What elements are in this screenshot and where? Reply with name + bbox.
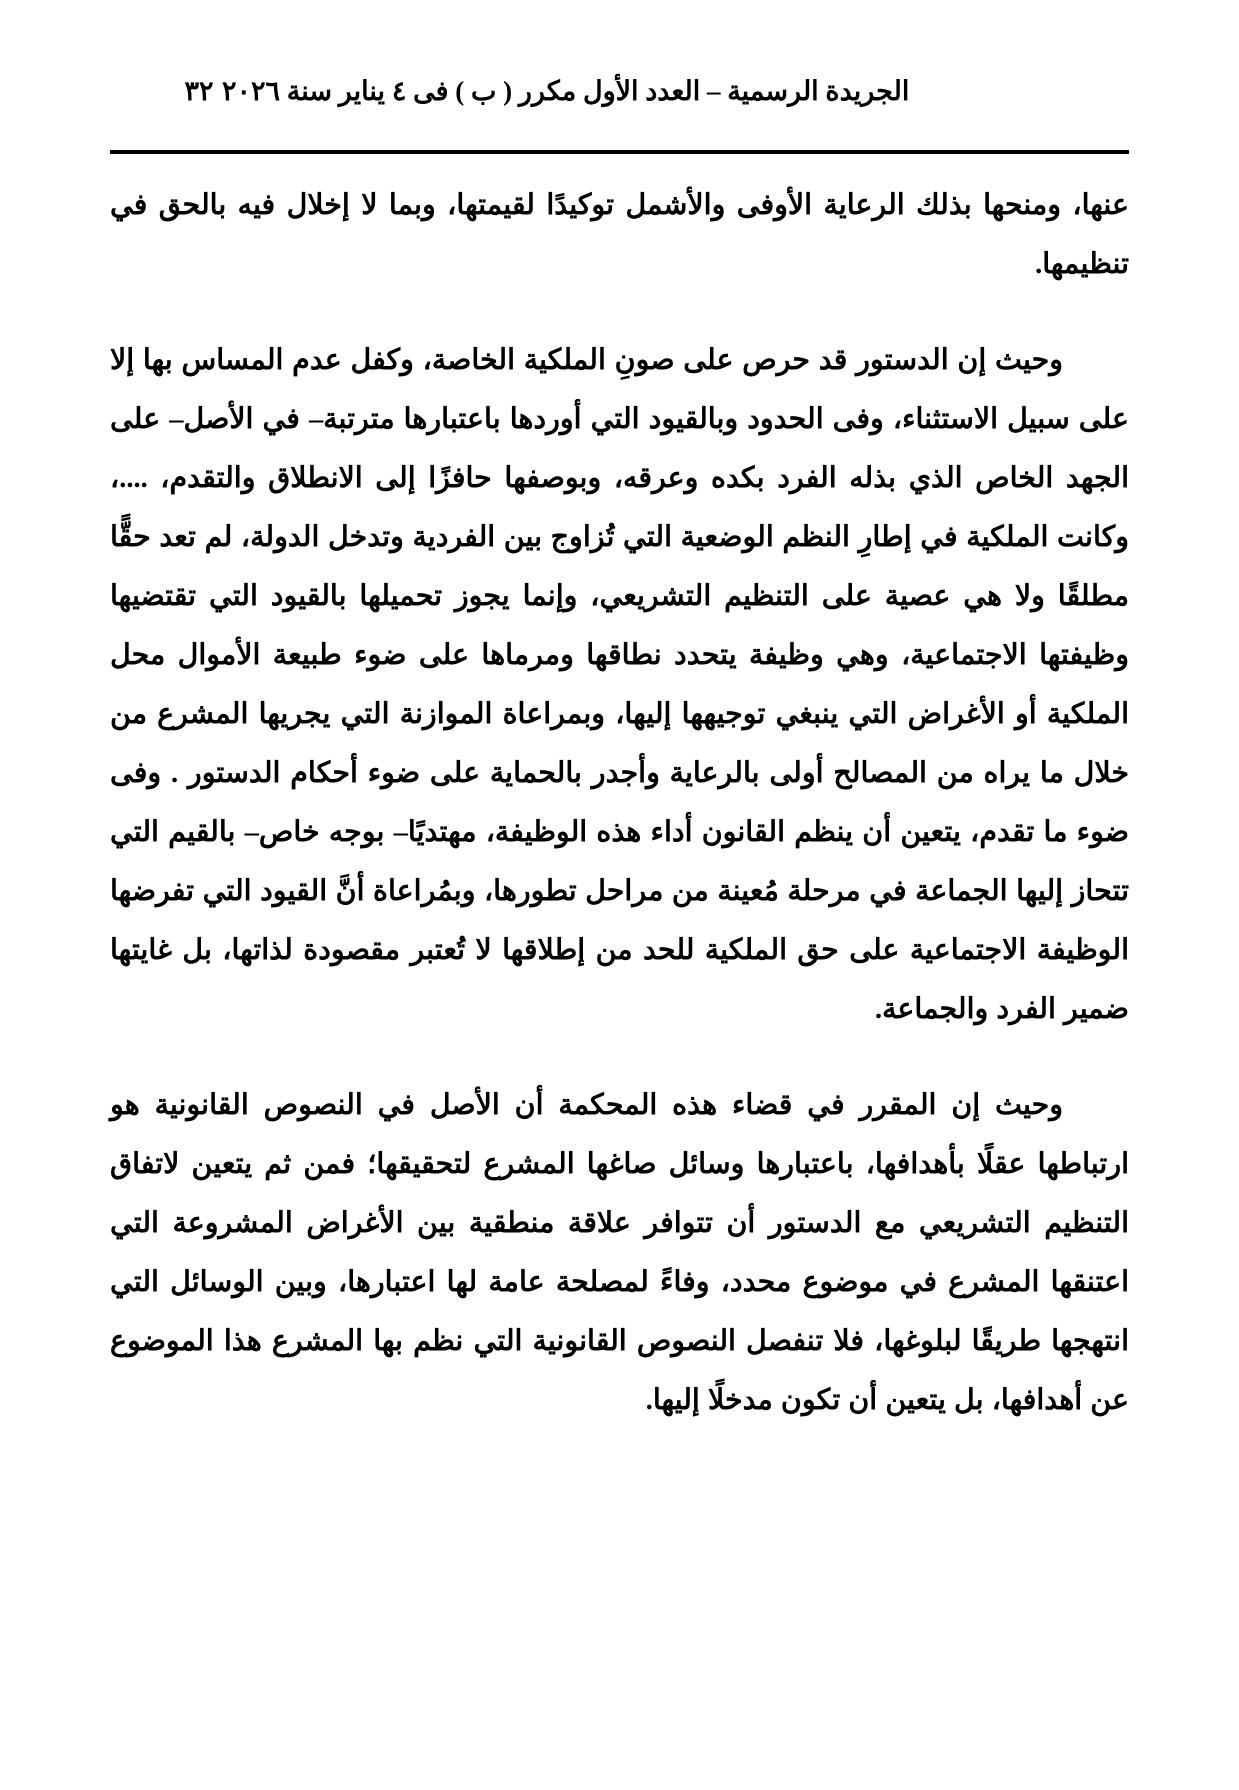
paragraph-2: وحيث إن الدستور قد حرص على صونِ الملكية الخاصة، وكفل عدم المساس بها إلا على سبيل الاستثناء، وفى الحدود وبالقيود التي أوردها باعتبارها مترتبة– في الأصل– على الجهد الخاص الذي بذله الفرد بكده وعرقه، وبوصفها حافزًا إلى الانطلاق والتقدم، ....، وكانت الملكية في إطارِ النظم الوضعية التي تُزاوج بين الفردية وتدخل الدولة، لم تعد حقًّا مطلقًا ولا هي عصية على التنظيم التشريعي، وإنما يجوز تحميلها بالقيود التي تقتضيها وظيفتها الاجتماعية، وهي وظيفة يتحدد نطاقها ومرماها على ضوء طبيعة الأموال محل الملكية أو الأغراض التي ينبغي توجيهها إليها، وبمراعاة الموازنة التي يجريها المشرع من خلال ما يراه من المصالح أولى بالرعاية وأجدر بالحماية على ضوء أحكام الدستور . وفى ضوء ما تقدم، يتعين أن ينظم القانون أداء هذه الوظيفة، مهتديًا– بوجه خاص– بالقيم التي تتحاز إليها الجماعة في مرحلة مُعينة من مراحل تطورها، وبمُراعاة أنَّ القيود التي تفرضها الوظيفة الاجتماعية على حق الملكية للحد من إطلاقها لا تُعتبر مقصودة لذاتها، بل غايتها ضمير الفرد والجماعة.	[110, 345, 1129, 1025]
header-divider-rule	[110, 150, 1129, 154]
page-header	[118, 76, 1121, 107]
paragraph-3: وحيث إن المقرر في قضاء هذه المحكمة أن الأصل في النصوص القانونية هو ارتباطها عقلًا بأهدافها، باعتبارها وسائل صاغها المشرع لتحقيقها؛ فمن ثم يتعين لاتفاق التنظيم التشريعي مع الدستور أن تتوافر علاقة منطقية بين الأغراض المشروعة التي اعتنقها المشرع في موضوع محدد، وفاءً لمصلحة عامة لها اعتبارها، وبين الوسائل التي انتهجها طريقًا لبلوغها، فلا تنفصل النصوص القانونية التي نظم بها المشرع هذا الموضوع عن أهدافها، بل يتعين أن تكون مدخلًا إليها.	[110, 1090, 1129, 1416]
paragraph-1: عنها، ومنحها بذلك الرعاية الأوفى والأشمل توكيدًا لقيمتها، وبما لا إخلال فيه بالحق في تنظيمها.	[110, 190, 1129, 280]
document-body	[110, 176, 1129, 1430]
page-number: ٣٢	[184, 76, 214, 106]
gazette-header-title: الجريدة الرسمية – العدد الأول مكرر ( ب ) فى ٤ يناير سنة ٢٠٢٦	[222, 76, 910, 106]
